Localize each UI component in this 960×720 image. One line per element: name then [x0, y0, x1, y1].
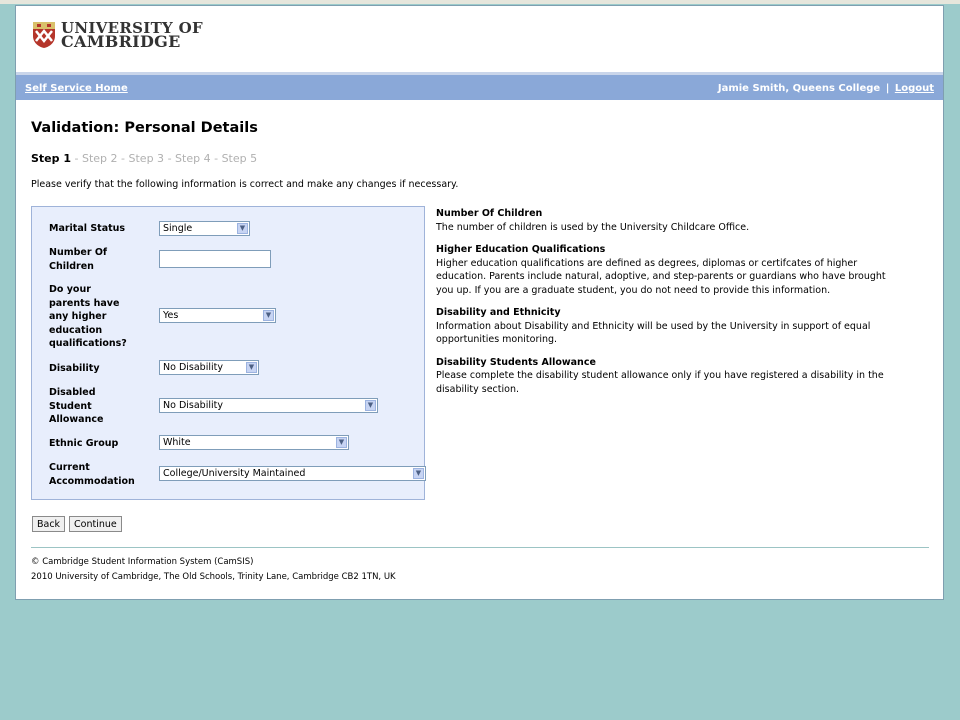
disability-value: No Disability — [163, 362, 223, 373]
disabled-allowance-label-line: Disabled — [49, 387, 96, 398]
logo-text — [61, 21, 203, 49]
step-current: Step 1 — [31, 152, 71, 165]
disabled-allowance-label-line: Student — [49, 400, 92, 412]
accommodation-value: College/University Maintained — [163, 468, 306, 479]
step-sep: - — [121, 152, 126, 165]
accommodation-label — [49, 461, 135, 488]
ethnic-group-select[interactable] — [159, 435, 349, 450]
step-3: Step 3 — [128, 152, 165, 165]
user-info: Jamie Smith, Queens College — [717, 83, 881, 94]
chevron-down-icon: ▼ — [246, 362, 257, 373]
parents-he-label-line: qualifications? — [49, 338, 127, 349]
disabled-allowance-label-line: Allowance — [49, 414, 104, 425]
children-label-line2: Children — [49, 260, 94, 272]
parents-he-label-line: any higher — [49, 311, 107, 322]
step-sep: - — [214, 152, 219, 165]
instruction-text: Please verify that the following information is correct and make any changes if necessary. — [31, 179, 459, 190]
accommodation-label-line2: Accommodation — [49, 475, 135, 487]
user-info-area — [718, 83, 934, 94]
step-4: Step 4 — [175, 152, 211, 165]
step-sep: - — [167, 152, 172, 165]
personal-details-form — [31, 206, 425, 500]
marital-status-select[interactable] — [159, 221, 250, 236]
page-container — [15, 5, 944, 600]
chevron-down-icon: ▼ — [413, 468, 424, 479]
footer-address: 2010 University of Cambridge, The Old Schools, Trinity Lane, Cambridge CB2 1TN, UK — [31, 572, 396, 582]
back-button[interactable]: Back — [32, 516, 65, 532]
step-2: Step 2 — [81, 152, 118, 165]
number-of-children-input[interactable] — [159, 250, 271, 268]
navbar — [16, 72, 943, 100]
self-service-home-link[interactable]: Self Service Home — [25, 83, 128, 94]
children-label — [49, 246, 107, 273]
step-indicator — [31, 152, 257, 165]
marital-status-label: Marital Status — [49, 223, 126, 234]
chevron-down-icon: ▼ — [263, 310, 274, 321]
header — [16, 6, 943, 72]
accommodation-select[interactable] — [159, 466, 426, 481]
parents-he-label-line: parents have — [49, 297, 120, 309]
parents-he-label — [49, 283, 127, 351]
children-label-line1: Number Of — [49, 247, 108, 258]
help-text-qualifications: Higher education qualifications are defined as degrees, diplomas or certifcates of higher education. Parents include natural, adoptive, and step-parents or guardians who have brought you up. If you are a graduate student, you do not need to provide this information. — [436, 257, 886, 296]
step-5: Step 5 — [221, 152, 258, 165]
disability-select[interactable] — [159, 360, 259, 375]
step-sep: - — [74, 152, 79, 165]
footer-divider — [31, 547, 929, 548]
help-heading-children: Number Of Children — [436, 208, 543, 219]
cambridge-shield-icon — [32, 21, 56, 49]
help-text-disability-ethnicity: Information about Disability and Ethnicity will be used by the University in support of equal opportunities monitoring. — [436, 320, 871, 345]
logout-link[interactable]: Logout — [894, 83, 934, 94]
chevron-down-icon: ▼ — [336, 437, 347, 448]
disability-label: Disability — [49, 363, 100, 374]
help-heading-dsa: Disability Students Allowance — [436, 356, 596, 368]
help-heading-disability-ethnicity: Disability and Ethnicity — [436, 307, 561, 318]
disabled-allowance-label — [49, 386, 103, 427]
parents-he-value: Yes — [163, 310, 179, 321]
footer-copyright: © Cambridge Student Information System (CamSIS) — [31, 557, 254, 567]
parents-he-label-line: Do your — [49, 284, 91, 295]
nav-separator: | — [885, 83, 890, 94]
top-border — [0, 0, 960, 4]
chevron-down-icon: ▼ — [237, 223, 248, 234]
help-text-children: The number of children is used by the University Childcare Office. — [436, 221, 750, 233]
logo-line2: CAMBRIDGE — [61, 32, 181, 51]
help-text-dsa: Please complete the disability student allowance only if you have registered a disability in the disability section. — [436, 370, 884, 395]
parents-he-label-line: education — [49, 324, 103, 336]
help-panel — [436, 207, 896, 405]
university-logo[interactable] — [32, 21, 203, 49]
accommodation-label-line1: Current — [49, 462, 90, 473]
chevron-down-icon: ▼ — [365, 400, 376, 411]
marital-status-value: Single — [163, 223, 193, 234]
help-heading-qualifications: Higher Education Qualifications — [436, 244, 606, 255]
logo-line1: UNIVERSITY OF — [61, 19, 203, 37]
ethnic-group-label: Ethnic Group — [49, 438, 119, 449]
ethnic-group-value: White — [163, 437, 191, 448]
disabled-allowance-select[interactable] — [159, 398, 378, 413]
disabled-allowance-value: No Disability — [163, 400, 223, 411]
page-title: Validation: Personal Details — [31, 120, 258, 136]
continue-button[interactable]: Continue — [69, 516, 122, 532]
parents-he-select[interactable] — [159, 308, 276, 323]
